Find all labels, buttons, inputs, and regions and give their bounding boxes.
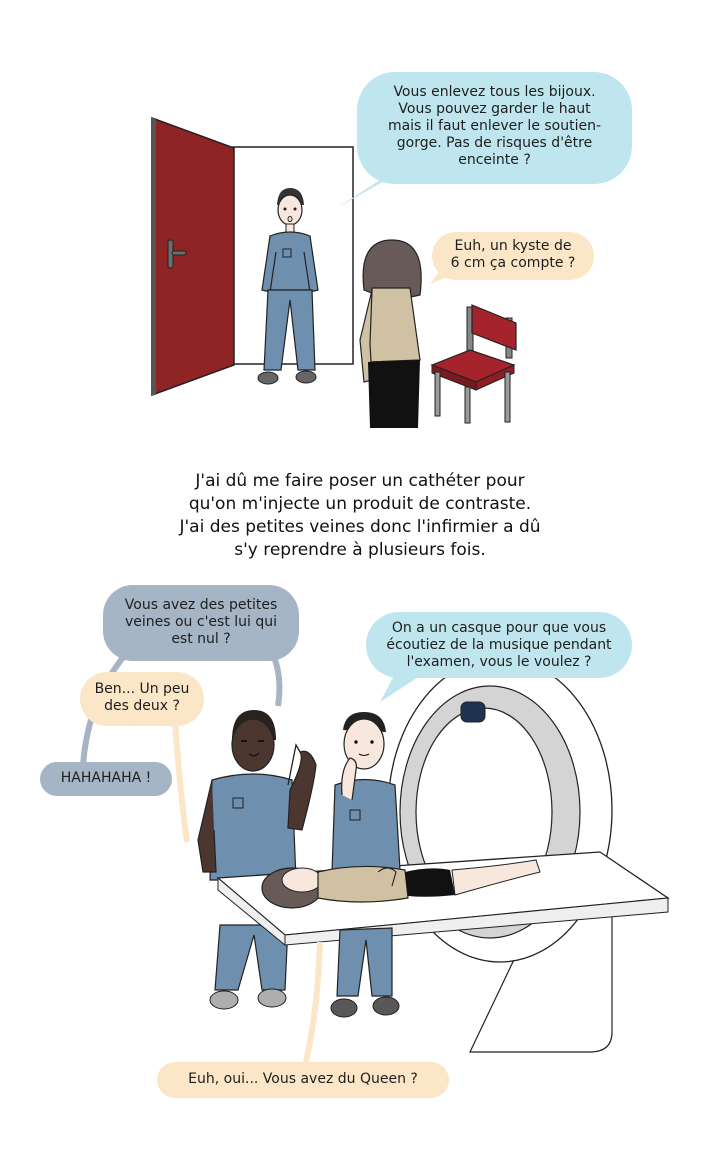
red-chair — [432, 305, 516, 423]
narration-line: s'y reprendre à plusieurs fois. — [234, 540, 486, 560]
narration-line: qu'on m'injecte un produit de contraste. — [188, 494, 532, 514]
speech-bubble-patient-cyst — [432, 232, 594, 280]
bubble-line: est nul ? — [171, 631, 231, 647]
bubble-line: mais il faut enlever le soutien- — [387, 118, 602, 134]
speech-bubble-both — [80, 672, 204, 726]
door-edge — [151, 118, 156, 395]
bubble-tail-answer — [175, 722, 187, 842]
narration-caption — [110, 470, 610, 562]
speech-bubble-queen — [157, 1062, 449, 1098]
speech-bubble-small-veins — [103, 585, 299, 661]
bubble-line: HAHAHAHA ! — [60, 770, 152, 786]
bubble-line: 6 cm ça compte ? — [450, 255, 576, 271]
narration-line: J'ai dû me faire poser un cathéter pour — [195, 471, 525, 491]
bubble-line: enceinte ? — [458, 152, 531, 168]
bubble-line: écoutiez de la musique pendant — [386, 637, 612, 653]
speech-bubble-nurse-jewelry — [357, 72, 632, 184]
speech-bubble-headphones — [366, 612, 632, 678]
patient-back-view — [360, 240, 421, 428]
nurse-dark — [198, 710, 316, 1009]
bubble-line: veines ou c'est lui qui — [124, 614, 278, 630]
speech-bubble-laugh — [40, 762, 172, 796]
narration-line: J'ai des petites veines donc l'infirmier a dû — [179, 517, 541, 537]
nurse-light — [331, 712, 400, 1017]
bubble-line: Vous pouvez garder le haut — [398, 101, 591, 117]
bubble-line: Ben... Un peu — [94, 681, 190, 697]
bubble-line: des deux ? — [104, 698, 180, 714]
bubble-line: On a un casque pour que vous — [391, 620, 607, 636]
bubble-line: Euh, un kyste de — [454, 238, 572, 254]
bubble-line: Euh, oui... Vous avez du Queen ? — [188, 1071, 418, 1087]
open-door — [152, 118, 234, 395]
bubble-tail-question — [275, 660, 279, 706]
bubble-tail-queen — [305, 942, 320, 1066]
bubble-line: l'examen, vous le voulez ? — [406, 654, 592, 670]
bubble-line: Vous enlevez tous les bijoux. — [393, 84, 596, 100]
bubble-line: Vous avez des petites — [124, 597, 278, 613]
bubble-line: gorge. Pas de risques d'être — [396, 135, 593, 151]
